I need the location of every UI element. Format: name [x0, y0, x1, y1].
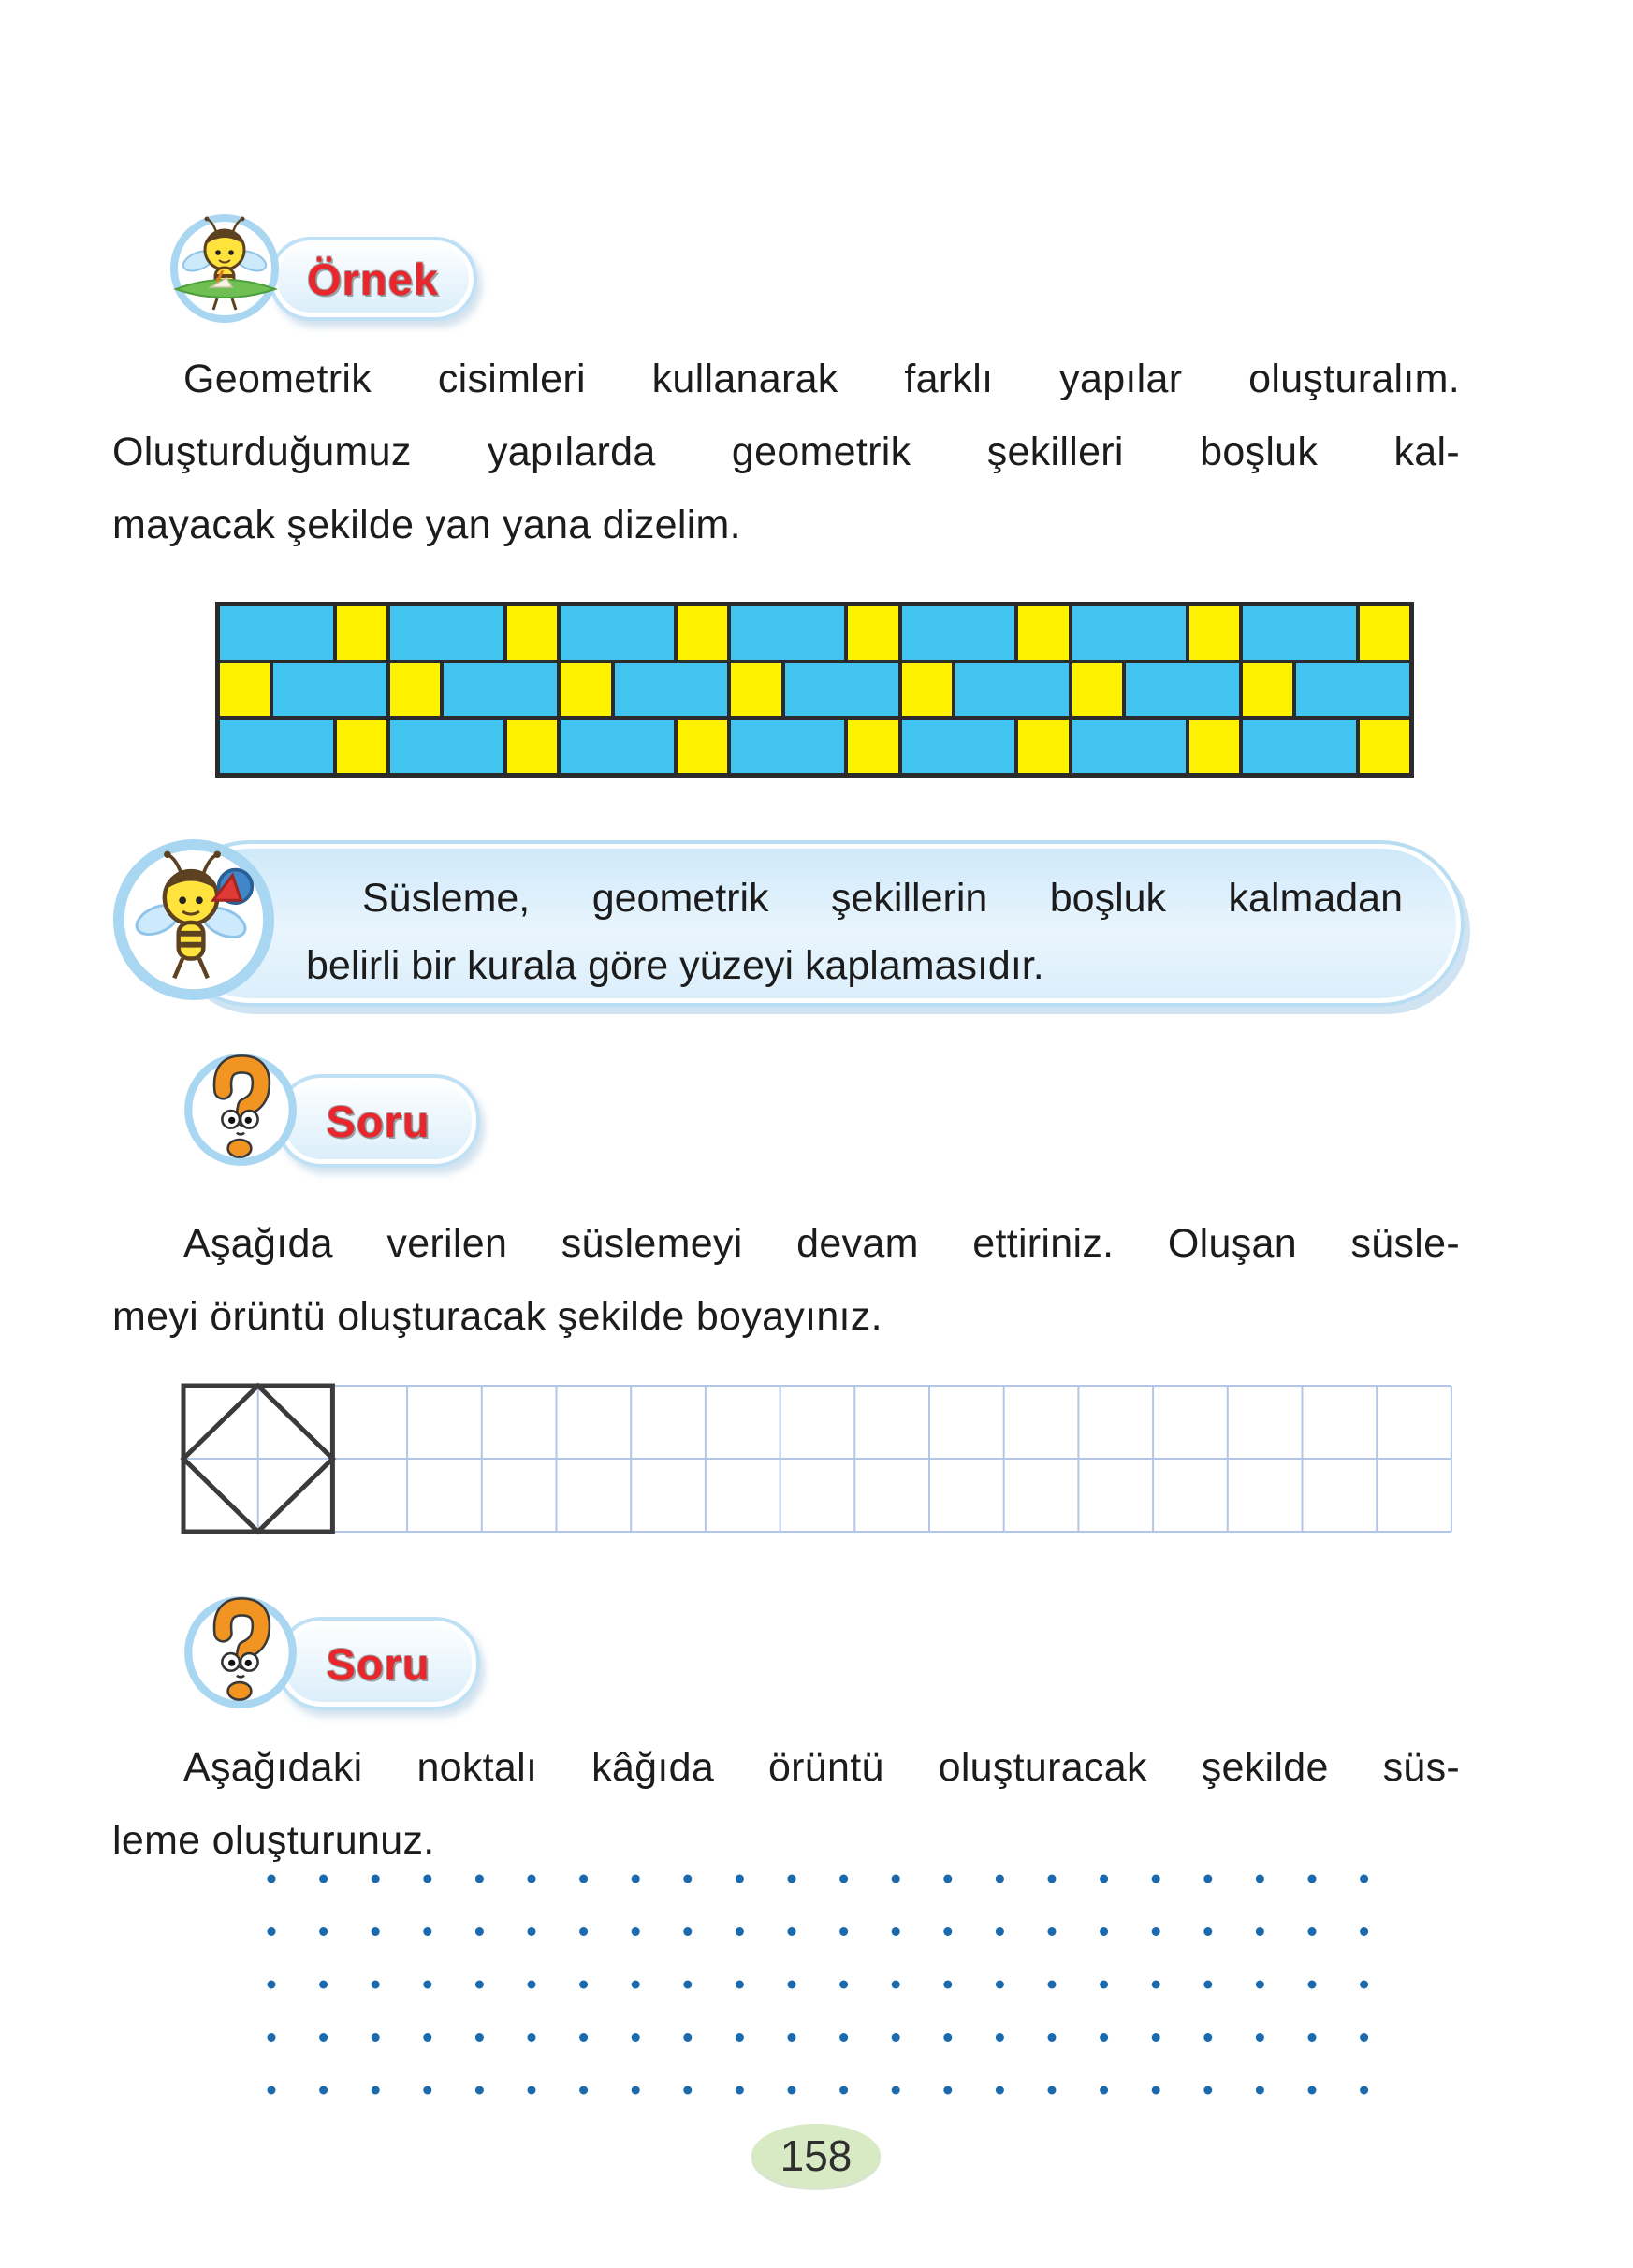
example-label: Örnek	[307, 254, 439, 304]
yellow-brick	[1016, 718, 1070, 775]
paragraph-line: Aşağıdaki noktalı kâğıda örüntü oluşturacak şekilde süs-	[183, 1745, 1460, 1790]
grid-dot	[579, 1981, 588, 1989]
grid-dot	[268, 2033, 276, 2042]
grid-dot	[1203, 2086, 1212, 2095]
grid-dot	[579, 2086, 588, 2095]
grid-dot	[319, 1927, 328, 1936]
example-header	[140, 211, 533, 351]
blue-brick	[271, 662, 388, 719]
blue-brick	[218, 718, 335, 775]
blue-brick	[729, 604, 846, 662]
grid-dot	[423, 2033, 431, 2042]
grid-dot	[1256, 1927, 1264, 1936]
grid-dot	[1256, 2033, 1264, 2042]
grid-dot	[736, 2086, 744, 2095]
blue-brick	[783, 662, 900, 719]
grid-dot	[996, 1927, 1004, 1936]
grid-dot	[1308, 1875, 1317, 1883]
grid-dot	[892, 1927, 900, 1936]
grid-dot	[372, 2086, 380, 2095]
grid-dot	[1308, 2033, 1317, 2042]
grid-dot	[1152, 1927, 1160, 1936]
brick-pattern	[215, 602, 1414, 778]
yellow-brick	[218, 662, 271, 719]
grid-dot	[372, 1875, 380, 1883]
info-line: belirli bir kurala göre yüzeyi kaplamasıdır.	[306, 943, 1044, 988]
grid-dot	[943, 1927, 952, 1936]
grid-dot	[892, 1981, 900, 1989]
grid-dot	[372, 1927, 380, 1936]
bee-writing-on-leaf-icon	[168, 212, 281, 325]
yellow-brick	[846, 718, 899, 775]
blue-brick	[1124, 662, 1241, 719]
yellow-brick	[559, 662, 612, 719]
blue-brick	[613, 662, 730, 719]
grid-dot	[372, 1981, 380, 1989]
yellow-brick	[505, 718, 559, 775]
page-number-badge	[751, 2124, 881, 2188]
grid-dot	[839, 1981, 848, 1989]
yellow-brick	[1188, 604, 1241, 662]
yellow-brick	[1358, 718, 1411, 775]
grid-dot	[423, 2086, 431, 2095]
info-line: Süsleme, geometrik şekillerin boşluk kalmadan	[362, 876, 1403, 921]
grid-dot	[839, 2033, 848, 2042]
grid-dot	[319, 2086, 328, 2095]
grid-dot	[1203, 1927, 1212, 1936]
yellow-brick	[335, 604, 388, 662]
grid-dot	[268, 1875, 276, 1883]
grid-dot	[943, 2033, 952, 2042]
grid-dot	[319, 1875, 328, 1883]
yellow-brick	[1358, 604, 1411, 662]
grid-dot	[1360, 1927, 1368, 1936]
tiling-grid-svg	[180, 1382, 1455, 1535]
grid-dot	[788, 1927, 796, 1936]
yellow-brick	[676, 718, 729, 775]
grid-dot	[683, 1875, 692, 1883]
grid-dot	[683, 2086, 692, 2095]
grid-dot	[996, 1981, 1004, 1989]
grid-dot	[528, 1927, 536, 1936]
grid-dot	[1203, 1981, 1212, 1989]
grid-dot	[268, 1981, 276, 1989]
bee-megaphone-icon	[110, 836, 277, 1003]
grid-dot	[1203, 1875, 1212, 1883]
grid-dot	[996, 2033, 1004, 2042]
question-mark-mascot-icon	[182, 1052, 299, 1168]
grid-dot	[1360, 1875, 1368, 1883]
grid-dot	[736, 2033, 744, 2042]
grid-dot	[1308, 1981, 1317, 1989]
question2-header-pill	[276, 1617, 480, 1710]
grid-dot	[528, 2086, 536, 2095]
grid-dot	[683, 1927, 692, 1936]
grid-dot	[1100, 1927, 1108, 1936]
grid-dot	[1152, 2086, 1160, 2095]
question1-header-pill	[276, 1074, 480, 1168]
grid-dot	[788, 1875, 796, 1883]
page-number: 158	[780, 2131, 853, 2180]
paragraph-line: Oluşturduğumuz yapılarda geometrik şekilleri boşluk kal-	[112, 429, 1460, 474]
grid-dot	[579, 2033, 588, 2042]
grid-dot	[632, 1875, 640, 1883]
blue-brick	[559, 718, 676, 775]
yellow-brick	[505, 604, 559, 662]
blue-brick	[1071, 604, 1188, 662]
paragraph-line: meyi örüntü oluşturacak şekilde boyayınız.	[112, 1294, 882, 1339]
yellow-brick	[335, 718, 388, 775]
grid-dot	[1256, 1875, 1264, 1883]
grid-dot	[839, 2086, 848, 2095]
question2-label: Soru	[326, 1638, 430, 1689]
grid-dot	[268, 2086, 276, 2095]
grid-dot	[1152, 1981, 1160, 1989]
blue-brick	[1241, 604, 1358, 662]
yellow-brick	[1071, 662, 1124, 719]
grid-dot	[528, 1875, 536, 1883]
example-header-pill	[269, 237, 477, 321]
grid-dot	[1100, 2086, 1108, 2095]
yellow-brick	[1241, 662, 1294, 719]
grid-dot	[892, 2033, 900, 2042]
blue-brick	[729, 718, 846, 775]
question1-header	[182, 1046, 576, 1186]
grid-dot	[1048, 2086, 1057, 2095]
paragraph-line: Geometrik cisimleri kullanarak farklı yapılar oluşturalım.	[183, 356, 1460, 401]
grid-dot	[475, 2033, 484, 2042]
grid-dot	[839, 1927, 848, 1936]
grid-dot	[423, 1927, 431, 1936]
grid-dot	[475, 1981, 484, 1989]
grid-dot	[1048, 1927, 1057, 1936]
grid-dot	[579, 1875, 588, 1883]
dot-paper	[264, 1871, 1372, 2102]
grid-dot	[1152, 1875, 1160, 1883]
yellow-brick	[676, 604, 729, 662]
grid-dot	[632, 2033, 640, 2042]
info-box	[167, 840, 1465, 1007]
grid-dot	[892, 2086, 900, 2095]
brick-row	[218, 718, 1411, 775]
paragraph-line: Aşağıda verilen süslemeyi devam ettiriniz. Oluşan süsle-	[183, 1221, 1460, 1266]
grid-dot	[1308, 2086, 1317, 2095]
grid-dot	[632, 2086, 640, 2095]
grid-dot	[475, 1875, 484, 1883]
dot-paper-svg	[264, 1871, 1372, 2098]
yellow-brick	[388, 662, 442, 719]
yellow-brick	[846, 604, 899, 662]
grid-dot	[1308, 1927, 1317, 1936]
grid-dot	[736, 1981, 744, 1989]
yellow-brick	[900, 662, 954, 719]
grid-dot	[1360, 2086, 1368, 2095]
grid-dot	[683, 2033, 692, 2042]
grid-dot	[839, 1875, 848, 1883]
grid-dot	[1048, 2033, 1057, 2042]
yellow-brick	[1016, 604, 1070, 662]
blue-brick	[218, 604, 335, 662]
grid-dot	[528, 2033, 536, 2042]
tiling-grid	[180, 1382, 1455, 1540]
blue-brick	[388, 604, 505, 662]
grid-dot	[943, 2086, 952, 2095]
grid-dot	[319, 1981, 328, 1989]
paragraph-line: mayacak şekilde yan yana dizelim.	[112, 502, 741, 547]
grid-dot	[1100, 1981, 1108, 1989]
brick-row	[218, 662, 1411, 719]
question2-paragraph	[112, 1731, 1460, 1877]
grid-dot	[1048, 1875, 1057, 1883]
grid-dot	[268, 1927, 276, 1936]
grid-dot	[736, 1927, 744, 1936]
example-paragraph	[112, 342, 1460, 561]
grid-dot	[1256, 1981, 1264, 1989]
grid-dot	[1360, 1981, 1368, 1989]
grid-dot	[892, 1875, 900, 1883]
blue-brick	[1294, 662, 1411, 719]
grid-dot	[1100, 1875, 1108, 1883]
paragraph-line: leme oluşturunuz.	[112, 1818, 435, 1863]
grid-dot	[788, 2033, 796, 2042]
grid-dot	[372, 2033, 380, 2042]
grid-dot	[943, 1875, 952, 1883]
grid-dot	[319, 2033, 328, 2042]
grid-dot	[1256, 2086, 1264, 2095]
grid-dot	[996, 2086, 1004, 2095]
grid-dot	[528, 1981, 536, 1989]
grid-dot	[1360, 2033, 1368, 2042]
blue-brick	[900, 718, 1017, 775]
grid-dot	[632, 1981, 640, 1989]
grid-dot	[996, 1875, 1004, 1883]
blue-brick	[900, 604, 1017, 662]
grid-dot	[423, 1875, 431, 1883]
grid-dot	[1048, 1981, 1057, 1989]
grid-dot	[1203, 2033, 1212, 2042]
question-mark-mascot-icon	[182, 1594, 299, 1710]
grid-dot	[788, 1981, 796, 1989]
blue-brick	[1241, 718, 1358, 775]
question1-paragraph	[112, 1207, 1460, 1353]
yellow-brick	[729, 662, 782, 719]
grid-dot	[1100, 2033, 1108, 2042]
blue-brick	[442, 662, 559, 719]
grid-dot	[683, 1981, 692, 1989]
brick-row	[218, 604, 1411, 662]
info-box-text	[306, 865, 1403, 999]
grid-dot	[632, 1927, 640, 1936]
blue-brick	[559, 604, 676, 662]
grid-dot	[788, 2086, 796, 2095]
question1-label: Soru	[326, 1096, 430, 1146]
grid-dot	[736, 1875, 744, 1883]
blue-brick	[388, 718, 505, 775]
blue-brick	[1071, 718, 1188, 775]
question2-header	[182, 1589, 576, 1729]
grid-dot	[475, 1927, 484, 1936]
grid-dot	[579, 1927, 588, 1936]
yellow-brick	[1188, 718, 1241, 775]
grid-dot	[423, 1981, 431, 1989]
blue-brick	[954, 662, 1071, 719]
grid-dot	[475, 2086, 484, 2095]
grid-dot	[943, 1981, 952, 1989]
grid-dot	[1152, 2033, 1160, 2042]
